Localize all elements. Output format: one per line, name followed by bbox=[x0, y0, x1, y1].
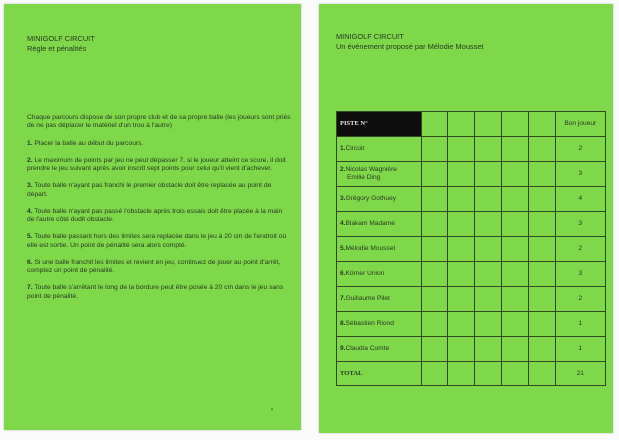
rule-text: Toute balle s'arrêtant le long de la bordure peut être posée à 20 cm dans le jeu sans point de pénalité. bbox=[27, 284, 284, 300]
score-cell bbox=[475, 212, 502, 237]
rule-number: 7. bbox=[27, 284, 33, 292]
score-cell bbox=[475, 337, 502, 362]
table-row bbox=[337, 287, 606, 312]
par-points: 2 bbox=[555, 237, 605, 262]
scorecard-header bbox=[336, 32, 483, 52]
par-points: 4 bbox=[555, 187, 605, 212]
score-cell bbox=[502, 137, 529, 162]
table-row bbox=[337, 312, 606, 337]
header-blank bbox=[448, 112, 475, 137]
piste-name-cell bbox=[337, 137, 422, 162]
score-cell bbox=[528, 212, 555, 237]
header-bon-joueur: Bon joueur bbox=[555, 112, 605, 137]
piste-name: Blakam Madame bbox=[345, 220, 395, 227]
score-cell bbox=[502, 162, 529, 187]
score-cell bbox=[528, 162, 555, 187]
rule-text: Toute balle n'ayant pas franchi le premier obstacle doit être replacée au point de départ. bbox=[27, 182, 272, 198]
header-blank bbox=[528, 112, 555, 137]
score-cell bbox=[421, 237, 448, 262]
piste-number: 3. bbox=[340, 195, 346, 202]
rules-list bbox=[27, 114, 291, 310]
piste-number: 9. bbox=[340, 345, 346, 352]
header-piste: PISTE N° bbox=[337, 112, 422, 137]
table-row bbox=[337, 262, 606, 287]
score-cell bbox=[421, 337, 448, 362]
header-blank bbox=[421, 112, 448, 137]
piste-number: 7. bbox=[340, 295, 346, 302]
header-blank bbox=[475, 112, 502, 137]
score-cell bbox=[421, 362, 448, 386]
rule-item bbox=[27, 284, 291, 301]
score-cell bbox=[528, 362, 555, 386]
piste-name: Mélodie Mousset bbox=[345, 245, 396, 252]
scorecard-subtitle: Un événement proposé par Mélodie Mousset bbox=[336, 42, 484, 51]
score-cell bbox=[528, 287, 555, 312]
score-cell bbox=[528, 137, 555, 162]
rule-number: 3. bbox=[27, 182, 33, 190]
score-cell bbox=[502, 362, 529, 386]
score-cell bbox=[475, 162, 502, 187]
rules-card-subtitle: Règle et pénalités bbox=[27, 44, 87, 53]
par-points: 3 bbox=[555, 162, 605, 187]
score-table-header bbox=[337, 112, 606, 137]
score-cell bbox=[528, 187, 555, 212]
score-cell bbox=[448, 212, 475, 237]
piste-name: Guillaume Pilet bbox=[345, 295, 390, 302]
score-cell bbox=[421, 137, 448, 162]
score-table bbox=[336, 111, 606, 386]
piste-name: Sébastien Riond bbox=[345, 320, 394, 327]
piste-name: Circuit bbox=[345, 145, 365, 152]
score-cell bbox=[475, 262, 502, 287]
scorecard-title: MINIGOLF CIRCUIT bbox=[336, 32, 404, 41]
piste-name-cell bbox=[337, 187, 422, 212]
piste-number: 6. bbox=[340, 270, 346, 277]
score-cell bbox=[475, 362, 502, 386]
score-cell bbox=[528, 262, 555, 287]
piste-name-cell bbox=[337, 287, 422, 312]
score-cell bbox=[448, 262, 475, 287]
table-row bbox=[337, 212, 606, 237]
score-cell bbox=[421, 262, 448, 287]
rule-text: Toute balle n'ayant pas passé l'obstacle après trois essais doit être placée à la main de l'autre côté dudit obstacle. bbox=[27, 207, 283, 223]
rule-item bbox=[27, 233, 291, 250]
score-cell bbox=[421, 187, 448, 212]
rule-item bbox=[27, 208, 291, 225]
piste-number: 5. bbox=[340, 245, 346, 252]
piste-name: Körner Union bbox=[345, 270, 385, 277]
scorecard bbox=[319, 4, 613, 433]
score-cell bbox=[528, 237, 555, 262]
score-cell bbox=[475, 237, 502, 262]
score-cell bbox=[448, 337, 475, 362]
score-cell bbox=[502, 262, 529, 287]
score-cell bbox=[475, 287, 502, 312]
paper-speck bbox=[271, 408, 273, 410]
score-cell bbox=[528, 337, 555, 362]
score-cell bbox=[475, 187, 502, 212]
score-cell bbox=[448, 312, 475, 337]
rule-text: Placer la balle au début du parcours. bbox=[34, 139, 144, 147]
score-cell bbox=[421, 162, 448, 187]
score-cell bbox=[502, 212, 529, 237]
rule-item bbox=[27, 182, 291, 199]
table-row bbox=[337, 187, 606, 212]
score-cell bbox=[475, 137, 502, 162]
score-cell bbox=[475, 312, 502, 337]
score-cell bbox=[448, 362, 475, 386]
score-cell bbox=[421, 287, 448, 312]
rule-item bbox=[27, 157, 291, 174]
rule-number: 5. bbox=[27, 233, 33, 241]
par-points: 2 bbox=[555, 287, 605, 312]
rule-number: 1. bbox=[27, 139, 33, 147]
table-row bbox=[337, 237, 606, 262]
score-cell bbox=[502, 237, 529, 262]
piste-name-cell bbox=[337, 312, 422, 337]
score-cell bbox=[448, 287, 475, 312]
total-points: 21 bbox=[555, 362, 605, 386]
piste-number: 8. bbox=[340, 320, 346, 327]
piste-name-cell bbox=[337, 262, 422, 287]
piste-name-cell bbox=[337, 162, 422, 187]
rule-text: Le maximum de points par jeu ne peut dépasser 7. si le joueur atteint ce score, il doit prendre le jeu suivant après avoir inscrit sept points pour celui qu'il vient d'achever. bbox=[27, 156, 286, 172]
piste-number: 1. bbox=[340, 145, 346, 152]
total-label: TOTAL bbox=[337, 362, 422, 386]
piste-name-cell bbox=[337, 237, 422, 262]
score-cell bbox=[502, 287, 529, 312]
rule-number: 2. bbox=[27, 156, 33, 164]
rule-item bbox=[27, 259, 291, 276]
score-cell bbox=[448, 237, 475, 262]
table-row bbox=[337, 137, 606, 162]
piste-number: 2. bbox=[340, 166, 346, 173]
par-points: 1 bbox=[555, 337, 605, 362]
total-row bbox=[337, 362, 606, 386]
piste-name: Grégory Gothuey bbox=[345, 195, 397, 202]
piste-name: Claudia Comte bbox=[345, 345, 390, 352]
score-cell bbox=[502, 312, 529, 337]
rule-number: 6. bbox=[27, 258, 33, 266]
rules-card-title: MINIGOLF CIRCUIT bbox=[27, 34, 95, 43]
par-points: 3 bbox=[555, 262, 605, 287]
rule-item bbox=[27, 140, 291, 148]
piste-number: 4. bbox=[340, 220, 346, 227]
piste-name-second: Emilie Ding bbox=[347, 174, 381, 181]
score-cell bbox=[502, 187, 529, 212]
piste-name-cell bbox=[337, 337, 422, 362]
piste-name-cell bbox=[337, 212, 422, 237]
par-points: 3 bbox=[555, 212, 605, 237]
table-row bbox=[337, 337, 606, 362]
score-cell bbox=[421, 312, 448, 337]
header-blank bbox=[502, 112, 529, 137]
score-cell bbox=[448, 137, 475, 162]
rules-card-header bbox=[27, 34, 95, 54]
rule-number: 4. bbox=[27, 207, 33, 215]
score-cell bbox=[448, 187, 475, 212]
rule-text: Si une balle franchit les limites et revient en jeu, continuez de jouer au point d'arrêt, comptez un point de pénalité. bbox=[27, 258, 281, 274]
score-cell bbox=[448, 162, 475, 187]
score-cell bbox=[502, 337, 529, 362]
rule-text: Toute balle passant hors des limites sera replacée dans le jeu à 20 cm de l'endroit où elle est sortie. Un point de pénalité sera alors compté. bbox=[27, 233, 287, 249]
rules-card bbox=[4, 4, 301, 430]
rules-intro: Chaque parcours dispose de son propre club et de sa propre balle (les joueurs sont priés de ne pas déplacer le matériel d'un trou à l'autre) bbox=[27, 114, 291, 130]
score-cell bbox=[528, 312, 555, 337]
par-points: 1 bbox=[555, 312, 605, 337]
table-row bbox=[337, 162, 606, 187]
piste-name: Nicolas Wagnière bbox=[345, 166, 397, 173]
par-points: 2 bbox=[555, 137, 605, 162]
score-cell bbox=[421, 212, 448, 237]
